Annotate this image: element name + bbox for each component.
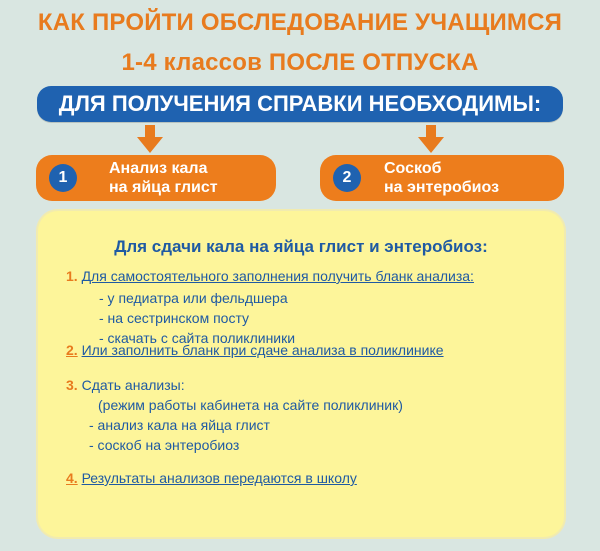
item-note: (режим работы кабинета на сайте поликлиник) [98, 397, 403, 413]
instruction-item-2 [66, 342, 444, 358]
item-number: 4. [66, 470, 78, 486]
requirements-banner [37, 86, 563, 122]
sub-item: - скачать с сайта поликлиники [99, 330, 296, 346]
arrow-down-icon [137, 125, 163, 153]
instruction-item-4 [66, 470, 357, 486]
instructions-card [38, 211, 564, 537]
sub-item: - анализ кала на яйца глист [89, 417, 270, 433]
banner-text: ДЛЯ ПОЛУЧЕНИЯ СПРАВКИ НЕОБХОДИМЫ: [58, 91, 542, 116]
sub-item: - у педиатра или фельдшера [99, 290, 288, 306]
item-number: 3. [66, 377, 78, 393]
step-1-line1: Анализ кала [109, 160, 208, 177]
step-number-badge: 1 [49, 164, 77, 192]
item-text: Или заполнить бланк при сдаче анализа в поликлинике [81, 342, 444, 358]
item-text: Для самостоятельного заполнения получить бланк анализа: [81, 268, 474, 284]
item-text: Результаты анализов передаются в школу [81, 470, 357, 486]
page-title: КАК ПРОЙТИ ОБСЛЕДОВАНИЕ УЧАЩИМСЯ [37, 9, 563, 36]
page-subtitle: 1-4 классов ПОСЛЕ ОТПУСКА [121, 49, 479, 76]
instruction-item-1 [66, 268, 474, 284]
instruction-item-3 [66, 377, 185, 393]
step-1-line2: на яйца глист [109, 179, 218, 196]
step-1-pill [36, 155, 276, 201]
item-number: 2. [66, 342, 78, 358]
sub-item: - на сестринском посту [99, 310, 250, 326]
sub-item: - соскоб на энтеробиоз [89, 437, 240, 453]
instructions-title: Для сдачи кала на яйца глист и энтеробиоз: [114, 237, 488, 256]
item-number: 1. [66, 268, 78, 284]
step-number-badge: 2 [333, 164, 361, 192]
arrow-down-icon [418, 125, 444, 153]
step-2-pill [320, 155, 564, 201]
item-text: Сдать анализы: [81, 377, 185, 393]
step-2-line1: Соскоб [384, 160, 442, 177]
step-2-line2: на энтеробиоз [384, 179, 500, 196]
